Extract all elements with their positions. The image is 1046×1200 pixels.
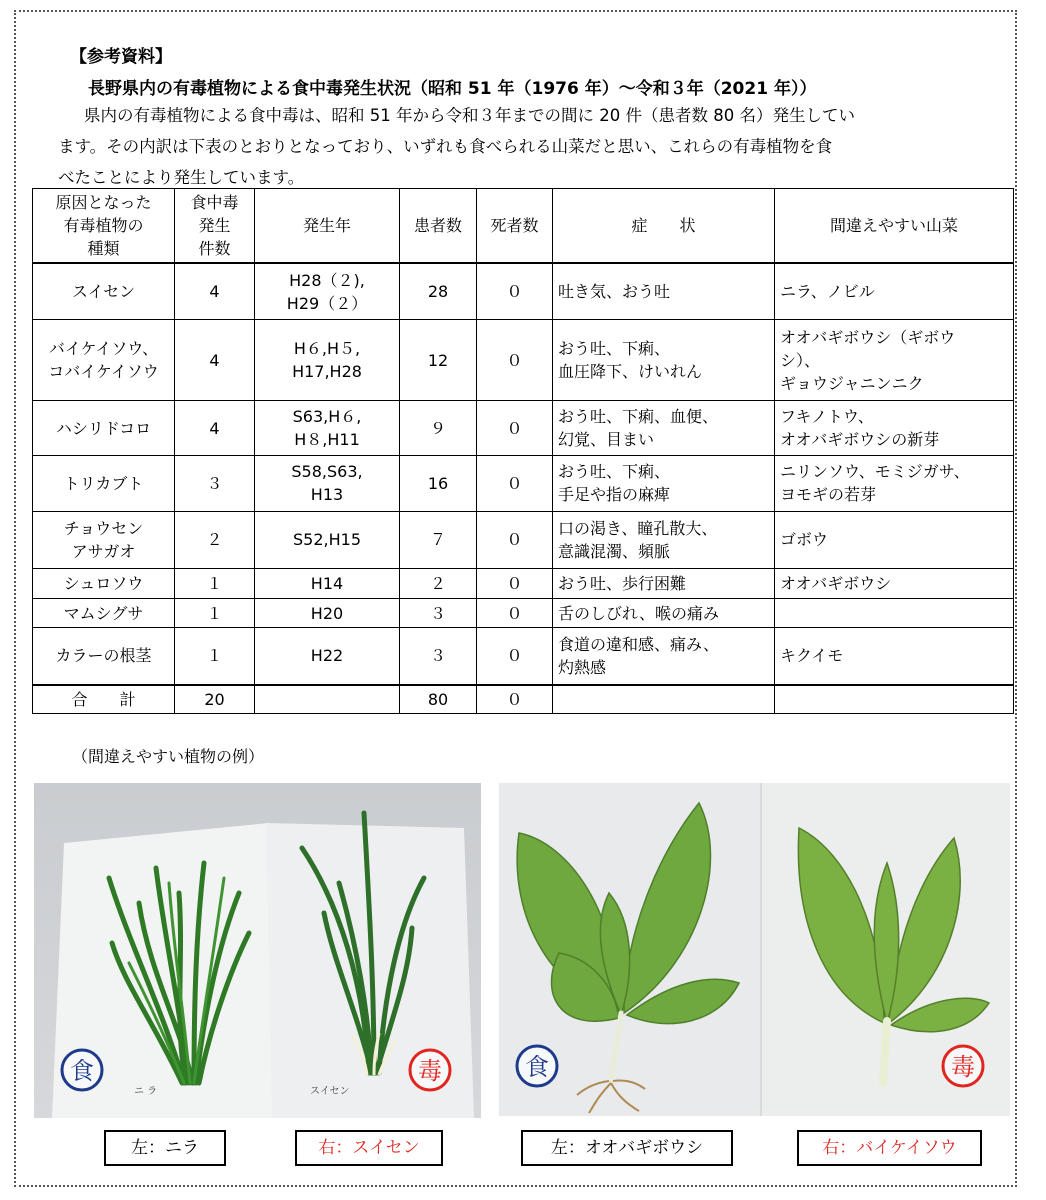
cell-symptoms: 舌のしびれ、喉の痛み: [553, 598, 775, 627]
cell-symptoms: おう吐、下痢、血便、 幻覚、目まい: [553, 401, 775, 456]
table-total-row: [33, 685, 1014, 714]
photo-nira-suisen: [34, 783, 481, 1118]
cell-patients: 12: [400, 320, 477, 401]
caption-right-suisen: 右：スイセン: [295, 1130, 443, 1166]
cell-deaths: ０: [477, 568, 553, 598]
cell-plant: マムシグサ: [33, 598, 175, 627]
header-cases: 食中毒 発生 件数: [175, 189, 255, 264]
photo-giboushi-baikeisou: [499, 783, 1010, 1116]
cell-plant: スイセン: [33, 263, 175, 320]
cell-plant: チョウセン アサガオ: [33, 511, 175, 568]
cell-year: S58,S63, H13: [255, 456, 400, 512]
cell-year: S52,H15: [255, 511, 400, 568]
cell-plant: シュロソウ: [33, 568, 175, 598]
cell-plant: バイケイソウ、 コバイケイソウ: [33, 320, 175, 401]
intro-line-1: 県内の有毒植物による食中毒は、昭和 51 年から令和３年までの間に 20 件（患者数 80 名）発生してい: [84, 106, 855, 125]
cell-patients: 16: [400, 456, 477, 512]
poisoning-table: [32, 188, 1014, 714]
cell-plant: カラーの根茎: [33, 628, 175, 685]
cell-year: S63,H６, H８,H11: [255, 401, 400, 456]
table-row: [33, 598, 1014, 627]
cell-plant: ハシリドコロ: [33, 401, 175, 456]
table-header-row: [33, 189, 1014, 264]
table-row: [33, 628, 1014, 685]
cell-symptoms: おう吐、下痢、 手足や指の麻痺: [553, 456, 775, 512]
cell-year: H28（２), H29（２）: [255, 263, 400, 320]
cell-symptoms: 吐き気、おう吐: [553, 263, 775, 320]
header-deaths: 死者数: [477, 189, 553, 264]
table-row: [33, 320, 1014, 401]
cell-cases: １: [175, 568, 255, 598]
examples-title: （間違えやすい植物の例）: [72, 747, 265, 766]
cell-mistaken: ニラ、ノビル: [775, 263, 1014, 320]
cell-mistaken: フキノトウ、 オオバギボウシの新芽: [775, 401, 1014, 456]
cell-cases: 4: [175, 401, 255, 456]
intro-paragraph: [58, 100, 988, 193]
cell-symptoms: おう吐、下痢、 血圧降下、けいれん: [553, 320, 775, 401]
table-row: [33, 568, 1014, 598]
poison-stamp-2: 毒: [951, 1053, 975, 1081]
cell-patients: ２: [400, 568, 477, 598]
cell-symptoms: おう吐、歩行困難: [553, 568, 775, 598]
nira-tag: ニ ラ: [134, 1086, 158, 1097]
cell-deaths: ０: [477, 401, 553, 456]
document-subtitle: 長野県内の有毒植物による食中毒発生状況（昭和 51 年（1976 年）～令和３年（2021 年））: [88, 79, 817, 99]
edible-stamp-1: 食: [70, 1057, 94, 1085]
cell-plant: トリカブト: [33, 456, 175, 512]
cell-deaths: ０: [477, 263, 553, 320]
cell-cases: １: [175, 598, 255, 627]
cell-year: H６,H５, H17,H28: [255, 320, 400, 401]
cell-patients: ７: [400, 511, 477, 568]
nira-suisen-image: [34, 783, 481, 1118]
cell-deaths: ０: [477, 320, 553, 401]
cell-year: H22: [255, 628, 400, 685]
header-patients: 患者数: [400, 189, 477, 264]
caption-right-baikeisou: 右：バイケイソウ: [797, 1130, 982, 1166]
cell-symptoms: 口の渇き、瞳孔散大、 意識混濁、頻脈: [553, 511, 775, 568]
cell-symptoms: 食道の違和感、痛み、 灼熱感: [553, 628, 775, 685]
total-year: [255, 685, 400, 714]
cell-deaths: ０: [477, 511, 553, 568]
caption-left-nira: 左：ニラ: [104, 1130, 226, 1166]
table-row: [33, 401, 1014, 456]
poison-stamp-1: 毒: [418, 1057, 442, 1085]
cell-mistaken: オオバギボウシ（ギボウ シ）、 ギョウジャニンニク: [775, 320, 1014, 401]
cell-deaths: ０: [477, 628, 553, 685]
cell-mistaken: [775, 598, 1014, 627]
edible-stamp-2: 食: [525, 1053, 549, 1081]
suisen-tag: スイセン: [310, 1086, 350, 1097]
cell-deaths: ０: [477, 456, 553, 512]
cell-mistaken: キクイモ: [775, 628, 1014, 685]
total-patients: 80: [400, 685, 477, 714]
table-row: [33, 511, 1014, 568]
total-symptoms: [553, 685, 775, 714]
header-plant: 原因となった 有毒植物の 種類: [33, 189, 175, 264]
total-cases: 20: [175, 685, 255, 714]
cell-year: H14: [255, 568, 400, 598]
intro-line-3: べたことにより発生しています。: [58, 168, 305, 187]
cell-cases: ３: [175, 456, 255, 512]
cell-cases: １: [175, 628, 255, 685]
cell-patients: ３: [400, 598, 477, 627]
header-symptoms: 症 状: [553, 189, 775, 264]
cell-patients: ９: [400, 401, 477, 456]
header-mistaken: 間違えやすい山菜: [775, 189, 1014, 264]
table-row: [33, 263, 1014, 320]
caption-left-giboushi: 左：オオバギボウシ: [521, 1130, 733, 1166]
cell-patients: ３: [400, 628, 477, 685]
cell-cases: 4: [175, 320, 255, 401]
table-row: [33, 456, 1014, 512]
cell-mistaken: ニリンソウ、モミジガサ、 ヨモギの若芽: [775, 456, 1014, 512]
cell-cases: ２: [175, 511, 255, 568]
cell-deaths: ０: [477, 598, 553, 627]
cell-cases: 4: [175, 263, 255, 320]
cell-year: H20: [255, 598, 400, 627]
giboushi-baikeisou-image: [499, 783, 1010, 1116]
section-heading: 【参考資料】: [70, 47, 172, 67]
total-deaths: ０: [477, 685, 553, 714]
intro-line-2: ます。その内訳は下表のとおりとなっており、いずれも食べられる山菜だと思い、これらの有毒植物を食: [58, 137, 833, 156]
header-year: 発生年: [255, 189, 400, 264]
cell-mistaken: オオバギボウシ: [775, 568, 1014, 598]
total-mistaken: [775, 685, 1014, 714]
cell-patients: 28: [400, 263, 477, 320]
cell-mistaken: ゴボウ: [775, 511, 1014, 568]
total-label: 合 計: [33, 685, 175, 714]
